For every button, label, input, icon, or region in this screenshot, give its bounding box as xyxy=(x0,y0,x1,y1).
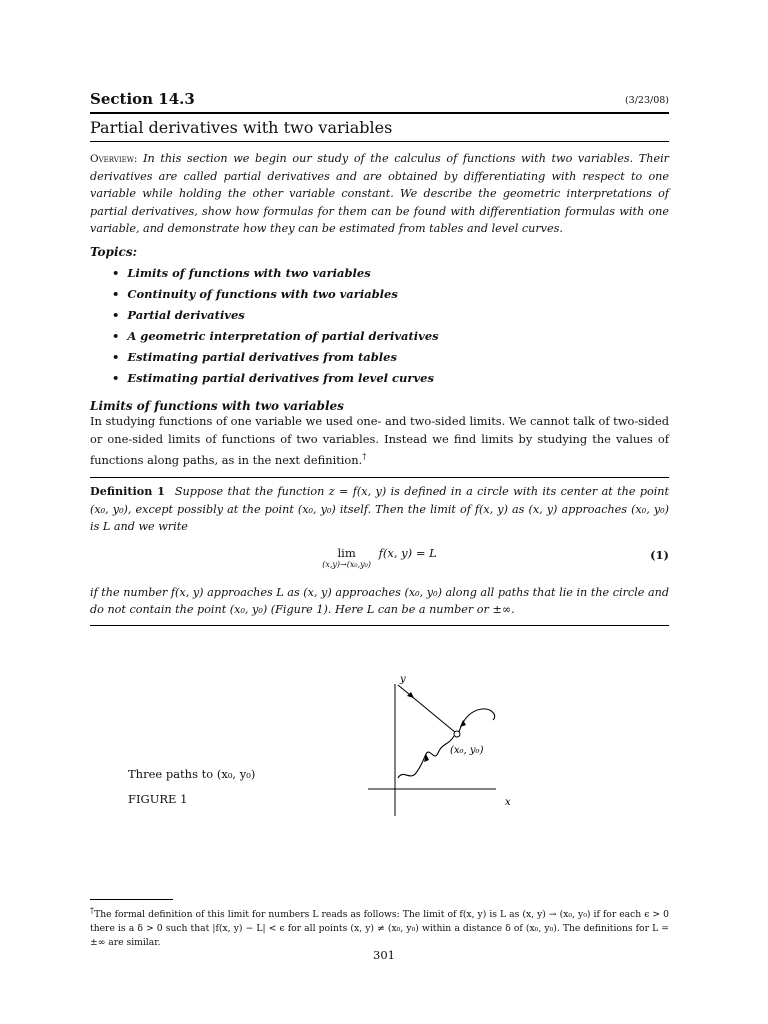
section-header xyxy=(90,90,669,108)
footnote-mark: † xyxy=(90,906,95,915)
page-number: 301 xyxy=(373,948,395,962)
section-title: Partial derivatives with two variables xyxy=(90,118,393,137)
y-axis-label: y xyxy=(400,674,406,685)
footnote-rule xyxy=(90,899,173,900)
header-rule xyxy=(90,112,669,114)
curved-path xyxy=(459,709,495,732)
topic-item: • Estimating partial derivatives from level curves xyxy=(112,368,669,389)
lim-word: lim xyxy=(337,545,356,560)
topic-item: • Limits of functions with two variables xyxy=(112,263,669,284)
title-rule xyxy=(90,141,669,142)
footnote-ref[interactable]: † xyxy=(362,452,367,462)
limits-heading: Limits of functions with two variables xyxy=(90,399,344,414)
topic-item: • Partial derivatives xyxy=(112,305,669,326)
definition-label: Definition 1 xyxy=(90,484,165,499)
section-date: (3/23/08) xyxy=(624,95,669,106)
topic-item: • Estimating partial derivatives from tables xyxy=(112,347,669,368)
equation-body: f(x, y) = L xyxy=(378,545,437,560)
section-number: Section 14.3 xyxy=(90,90,195,108)
limit-point xyxy=(454,731,460,737)
overview-text: In this section we begin our study of the calculus of functions with two variables. Their derivatives are called partial derivatives and are obtained by differentiating with respect to one variable while holding the other variable constant. We describe the geometric interpretations of partial derivatives, show how formulas for them can be found with differentiation formulas with one variable, and demonstrate how they can be estimated from tables and level curves. xyxy=(90,152,669,235)
overview-paragraph xyxy=(90,150,669,237)
arrow-head-curve xyxy=(460,720,466,727)
overview-lead: Overview: xyxy=(90,153,138,165)
limits-text: In studying functions of one variable we used one- and two-sided limits. We cannot talk of two-sided or one-sided limits of functions of two variables. Instead we find limits by studying the values of functions along paths, as in the next definition. xyxy=(90,414,669,467)
equation-row xyxy=(90,536,669,584)
topic-item: • Continuity of functions with two variables xyxy=(112,284,669,305)
definition-after: if the number f(x, y) approaches L as (x, y) approaches (x₀, y₀) along all paths that lie in the circle and do not contain the point (x₀, y₀) (Figure 1). Here L can be a number or ±∞. xyxy=(90,585,669,617)
footnote-text: The formal definition of this limit for numbers L reads as follows: The limit of f(x, y) is L as (x, y) → (x₀, y₀) if for each ϵ > 0 there is a δ > 0 such that |f(x, y) − L| < ϵ for all points (x, y) ≠ (x₀, y₀) within a distance δ of (x₀, y₀). The definitions for L = ±∞ are similar. xyxy=(90,909,669,949)
lim-subscript: (x,y)→(x₀,y₀) xyxy=(322,559,371,569)
point-label: (x₀, y₀) xyxy=(450,745,484,756)
topics-heading: Topics: xyxy=(90,245,137,260)
figure-1-diagram xyxy=(360,670,520,820)
definition-box xyxy=(90,477,669,626)
limit-operator xyxy=(322,546,371,570)
limits-paragraph xyxy=(90,413,669,469)
figure-caption: Three paths to (x₀, y₀) xyxy=(128,767,256,781)
x-axis-label: x xyxy=(505,797,511,808)
figure-label: FIGURE 1 xyxy=(128,792,188,806)
page-content xyxy=(90,90,669,626)
straight-path xyxy=(398,685,456,733)
definition-body: Suppose that the function z = f(x, y) is defined in a circle with its center at the point (x₀, y₀), except possibly at the point (x₀, y₀) itself. Then the limit of f(x, y) as (x, y) approaches (x₀, y₀) is L and we write xyxy=(90,485,670,534)
footnote xyxy=(90,904,669,950)
limit-equation xyxy=(90,546,669,570)
topic-item: • A geometric interpretation of partial derivatives xyxy=(112,326,669,347)
definition-text xyxy=(90,483,669,536)
topics-list xyxy=(112,263,669,389)
equation-number: (1) xyxy=(650,547,669,562)
